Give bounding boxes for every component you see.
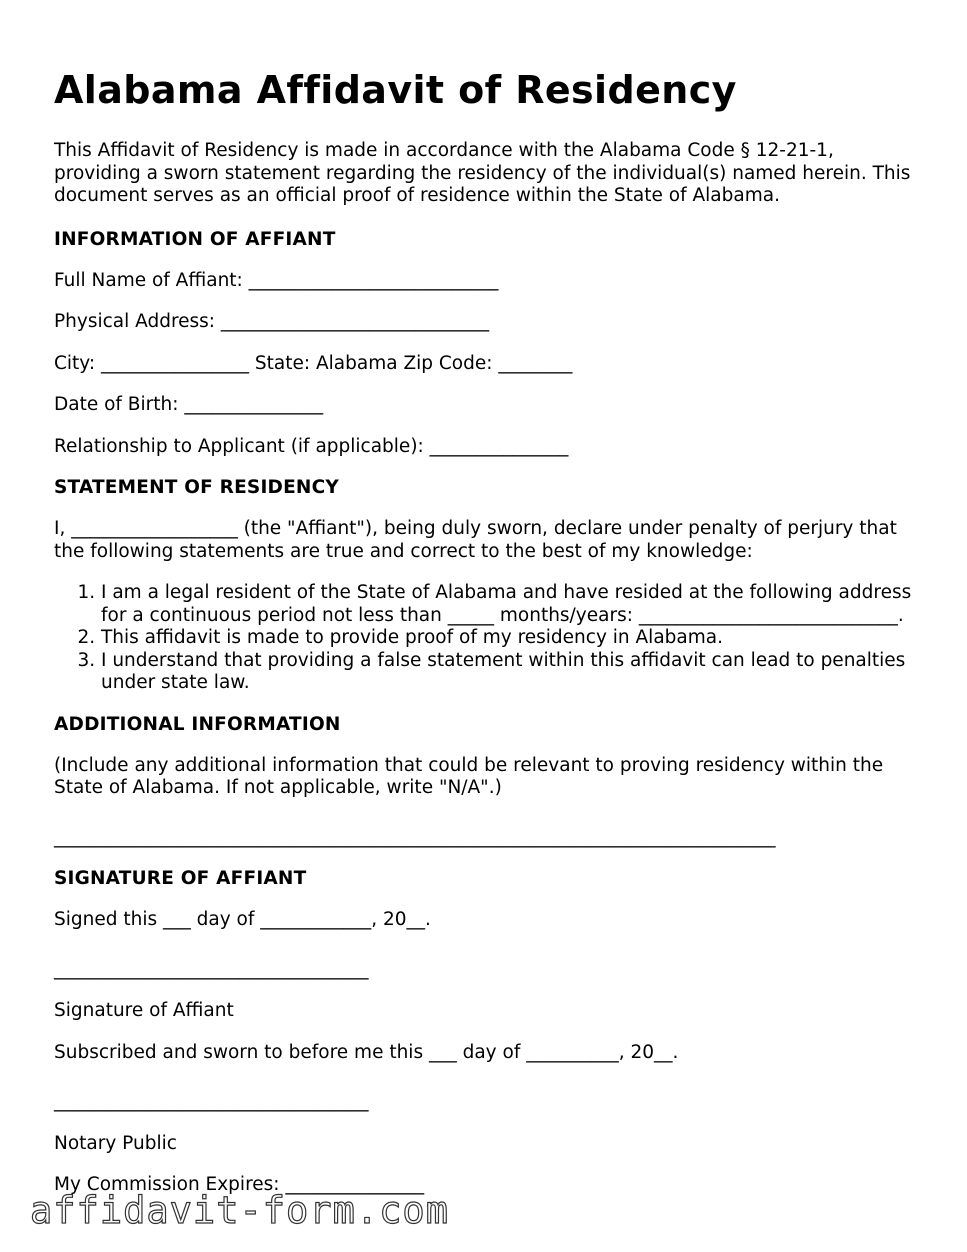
affidavit-document (54, 64, 924, 1197)
notary-public-label: Notary Public (54, 1132, 177, 1154)
intro-paragraph: This Affidavit of Residency is made in accordance with the Alabama Code § 12-21-1, providing a sworn statement regarding the residency of the individual(s) named herein. This document serves as an official proof of residence within the State of Alabama. (54, 140, 911, 206)
physical-address-field: Physical Address: _____________________________ (54, 311, 490, 332)
list-item: 1. I am a legal resident of the State of Alabama and have resided at the following address for a continuous period not less than _____ months/years: ____________________________. (101, 582, 924, 627)
subscribed-sworn-line: Subscribed and sworn to before me this ___ day of __________, 20__. (54, 1041, 679, 1063)
list-item: 2. This affidavit is made to provide proof of my residency in Alabama. (101, 627, 924, 650)
affiant-signature-label: Signature of Affiant (54, 1000, 234, 1021)
city-state-zip-field: City: ________________ State: Alabama Zip Code: ________ (54, 352, 573, 374)
statement-section-heading: STATEMENT OF RESIDENCY (54, 477, 339, 498)
relationship-field: Relationship to Applicant (if applicable): _______________ (54, 435, 569, 457)
date-of-birth-field: Date of Birth: _______________ (54, 394, 324, 415)
commission-expires-field: My Commission Expires: _______________ (54, 1174, 425, 1195)
additional-info-blank-line: ______________________________________________________________________________ (54, 826, 776, 848)
watermark: affidavit-form.com (30, 1189, 449, 1232)
notary-signature-line: __________________________________ (54, 1091, 369, 1112)
statement-list (54, 582, 924, 695)
additional-instructions: (Include any additional information that could be relevant to proving residency within the State of Alabama. If not applicable, write "N/A".) (54, 754, 884, 798)
additional-section-heading: ADDITIONAL INFORMATION (54, 713, 341, 735)
affiant-signature-line: __________________________________ (54, 958, 369, 980)
list-item: 3. I understand that providing a false statement within this affidavit can lead to penalties under state law. (101, 650, 924, 695)
full-name-field: Full Name of Affiant: ___________________________ (54, 269, 499, 291)
declaration-paragraph: I, __________________ (the "Affiant"), being duly sworn, declare under penalty of perjury that the following statements are true and correct to the best of my knowledge: (54, 518, 897, 562)
signature-section-heading: SIGNATURE OF AFFIANT (54, 868, 307, 889)
signed-this-line: Signed this ___ day of ____________, 20__. (54, 909, 431, 930)
affiant-section-heading: INFORMATION OF AFFIANT (54, 228, 336, 250)
document-title: Alabama Affidavit of Residency (54, 68, 737, 112)
